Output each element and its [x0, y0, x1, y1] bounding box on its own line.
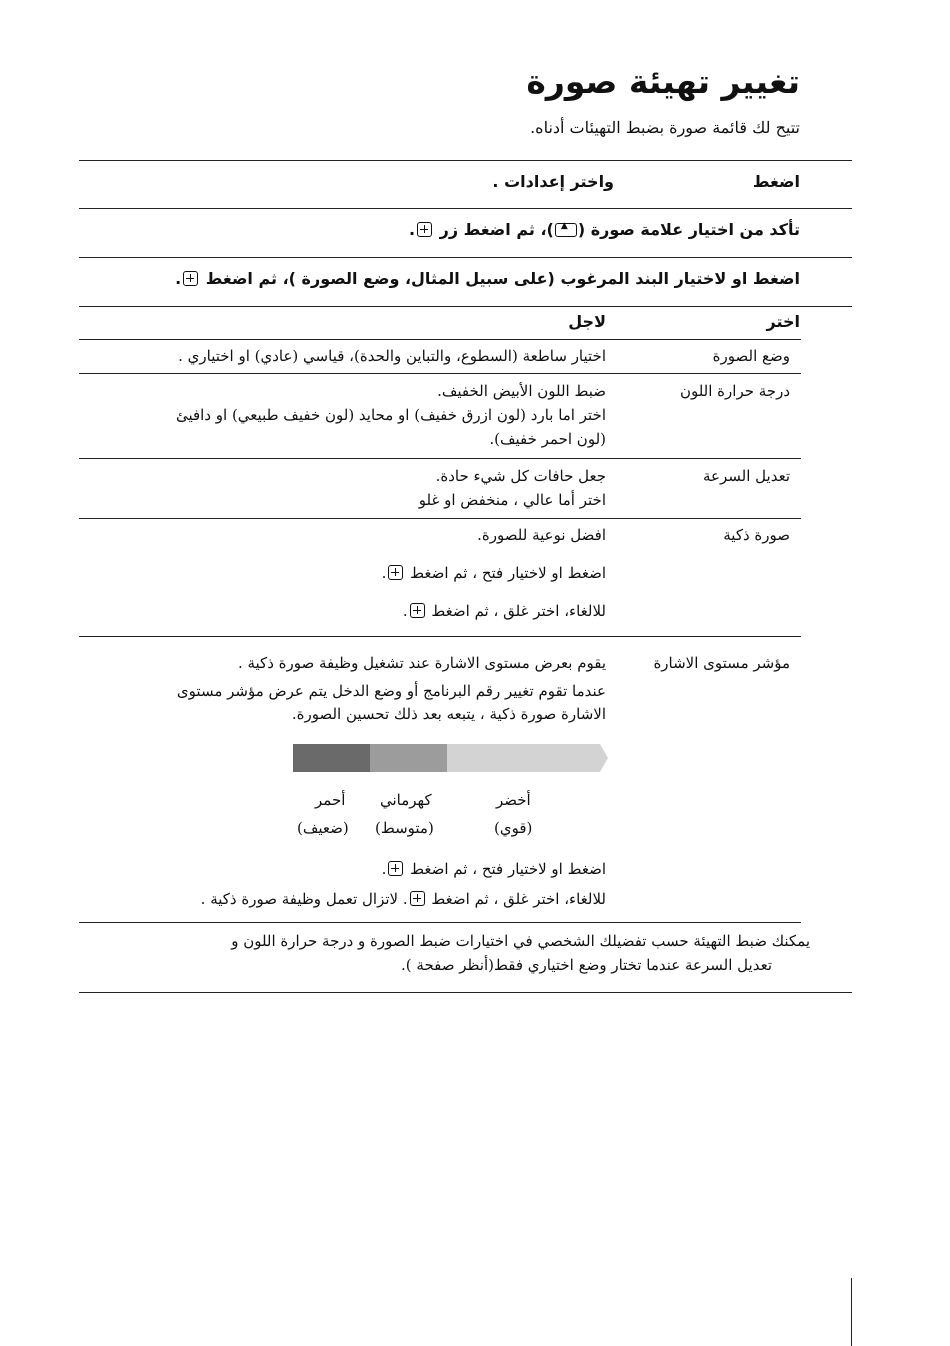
- row-name-color-temp: درجة حرارة اللون: [679, 382, 790, 400]
- row-desc-line: اختر أما عالي ، منخفض او غلو: [418, 491, 606, 509]
- intro-text: تتيح لك قائمة صورة بضبط التهيئات أدناه.: [530, 118, 800, 137]
- step3-text-a: اضغط او لاختيار البند المرغوب (على سبيل المثال، وضع الصورة )، ثم اضغط: [205, 269, 800, 288]
- enter-button-icon: [183, 271, 198, 286]
- signal-desc-red: (ضعيف): [297, 819, 349, 837]
- smart-cancel-text: للالغاء، اختر غلق ، ثم اضغط: [431, 602, 606, 620]
- enter-button-icon: [410, 603, 425, 618]
- signal-label-amber: كهرماني: [380, 791, 432, 809]
- enter-button-icon: [417, 222, 432, 237]
- column-header-select: اختر: [766, 312, 800, 331]
- note-line: تعديل السرعة عندما تختار وضع اختياري فقط(أنظر صفحة ).: [401, 956, 772, 974]
- page-title: تغيير تهيئة صورة: [526, 62, 800, 101]
- divider: [79, 257, 852, 258]
- step1-press: اضغط: [752, 172, 800, 191]
- row-desc-line: افضل نوعية للصورة.: [477, 526, 606, 544]
- page-edge-line: [851, 1278, 852, 1346]
- divider: [79, 992, 852, 993]
- signal-bar-amber: [370, 744, 447, 772]
- signal-cancel-line: [201, 888, 606, 911]
- divider: [79, 922, 801, 923]
- row-desc-line: للالغاء، اختر غلق ، ثم اضغط .: [402, 602, 606, 620]
- divider: [79, 339, 801, 340]
- signal-cancel-text-b: . لاتزال تعمل وظيفة صورة ذكية .: [200, 890, 408, 908]
- row-desc-line: جعل حافات كل شيء حادة.: [435, 467, 606, 485]
- signal-label-red: أحمر: [315, 791, 346, 809]
- enter-button-icon: [410, 891, 425, 906]
- note-line: يمكنك ضبط التهيئة حسب تفضيلك الشخصي في اختيارات ضبط الصورة و درجة حرارة اللون و: [231, 932, 810, 950]
- row-desc-line: ضبط اللون الأبيض الخفيف.: [437, 382, 606, 400]
- signal-desc-green: (قوي): [494, 819, 533, 837]
- enter-button-icon: [388, 861, 403, 876]
- row-name-sharpness: تعديل السرعة: [703, 467, 790, 485]
- step2-text-b: )، ثم اضغط زر: [439, 220, 554, 239]
- picture-icon: [555, 223, 577, 237]
- smart-press-text: اضغط او لاختيار فتح ، ثم اضغط: [410, 564, 606, 582]
- signal-bar-red: [293, 744, 370, 772]
- signal-desc-amber: (متوسط): [375, 819, 434, 837]
- row-desc-line: اختر اما بارد (لون ازرق خفيف) او محايد (لون خفيف طبيعي) او دافيئ: [175, 406, 606, 424]
- row-desc-line: عندما تقوم تغيير رقم البرنامج أو وضع الدخل يتم عرض مؤشر مستوى: [176, 682, 606, 700]
- divider: [79, 636, 801, 637]
- row-desc-line: اضغط او لاختيار فتح ، ثم اضغط .: [381, 564, 606, 582]
- row-name-smart-picture: صورة ذكية: [723, 526, 790, 544]
- row-name-signal-indicator: مؤشر مستوى الاشارة: [653, 654, 790, 672]
- row-desc-line: يقوم بعرض مستوى الاشارة عند تشغيل وظيفة صورة ذكية .: [237, 654, 606, 672]
- step2-text-c: .: [408, 220, 416, 239]
- divider: [79, 373, 801, 374]
- signal-press-text: اضغط او لاختيار فتح ، ثم اضغط: [410, 860, 606, 878]
- signal-press-line: اضغط او لاختيار فتح ، ثم اضغط .: [381, 860, 606, 878]
- divider: [79, 458, 801, 459]
- divider: [79, 160, 852, 161]
- row-desc-line: اختيار ساطعة (السطوع، والتباين والحدة)، قياسي (عادي) او اختياري .: [178, 347, 606, 365]
- signal-cancel-text-a: للالغاء، اختر غلق ، ثم اضغط: [431, 890, 606, 908]
- step3-text-c: .: [175, 269, 182, 288]
- divider: [79, 306, 852, 307]
- step3-text: [175, 269, 800, 288]
- enter-button-icon: [388, 565, 403, 580]
- step2-text: [409, 220, 800, 239]
- row-desc-line: الاشارة صورة ذكية ، يتبعه بعد ذلك تحسين الصورة.: [291, 705, 606, 723]
- row-desc-line: (لون احمر خفيف).: [489, 430, 606, 448]
- step1-select: واختر إعدادات .: [492, 172, 614, 191]
- row-name-picture-mode: وضع الصورة: [712, 347, 790, 365]
- step2-text-a: تأكد من اختيار علامة صورة (: [577, 220, 800, 239]
- divider: [79, 208, 852, 209]
- divider: [79, 518, 801, 519]
- signal-bar-green: [447, 744, 608, 772]
- signal-label-green: أخضر: [496, 791, 531, 809]
- column-header-purpose: لاجل: [568, 312, 606, 331]
